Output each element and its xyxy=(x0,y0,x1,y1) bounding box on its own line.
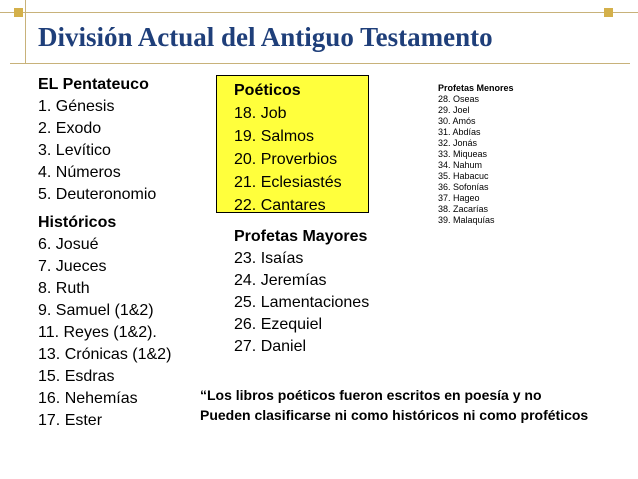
list-item: 19. Salmos xyxy=(234,128,315,145)
quote-block xyxy=(200,385,638,425)
corner-square-left xyxy=(14,8,23,17)
list-item: 22. Cantares xyxy=(234,197,326,214)
list-item: 4. Números xyxy=(38,164,121,181)
list-item: 6. Josué xyxy=(38,236,99,253)
quote-line-1: “Los libros poéticos fueron escritos en poesía y no xyxy=(200,387,542,403)
list-item: 8. Ruth xyxy=(38,280,90,297)
poeticos-heading: Poéticos xyxy=(234,82,301,99)
list-item: 13. Crónicas (1&2) xyxy=(38,346,172,363)
historicos-heading: Históricos xyxy=(38,214,117,231)
list-item: 23. Isaías xyxy=(234,250,304,267)
list-item: 36. Sofonías xyxy=(438,182,489,192)
list-item: 29. Joel xyxy=(438,105,470,115)
list-item: 1. Génesis xyxy=(38,98,115,115)
historicos-list xyxy=(38,212,171,432)
list-item: 15. Esdras xyxy=(38,368,115,385)
list-item: 39. Malaquías xyxy=(438,215,495,225)
profetas-mayores-heading: Profetas Mayores xyxy=(234,228,368,245)
list-item: 21. Eclesiastés xyxy=(234,174,342,191)
list-item: 3. Levítico xyxy=(38,142,111,159)
list-item: 5. Deuteronomio xyxy=(38,186,157,203)
list-item: 17. Ester xyxy=(38,412,103,429)
list-item: 27. Daniel xyxy=(234,338,307,355)
pentateuco-heading: EL Pentateuco xyxy=(38,76,149,93)
corner-square-right xyxy=(604,8,613,17)
list-item: 34. Nahum xyxy=(438,160,483,170)
list-item: 38. Zacarías xyxy=(438,204,489,214)
frame-top-line xyxy=(0,12,638,13)
list-item: 35. Habacuc xyxy=(438,171,489,181)
list-item: 31. Abdías xyxy=(438,127,481,137)
profetas-menores-heading: Profetas Menores xyxy=(438,83,514,93)
list-item: 11. Reyes (1&2). xyxy=(38,324,157,341)
list-item: 37. Hageo xyxy=(438,193,480,203)
list-item: 28. Oseas xyxy=(438,94,480,104)
list-item: 26. Ezequiel xyxy=(234,316,323,333)
list-item: 24. Jeremías xyxy=(234,272,327,289)
list-item: 7. Jueces xyxy=(38,258,107,275)
list-item: 9. Samuel (1&2) xyxy=(38,302,154,319)
page-title: División Actual del Antiguo Testamento xyxy=(38,22,493,52)
poeticos-list xyxy=(234,79,342,217)
list-item: 30. Amós xyxy=(438,116,476,126)
list-item: 33. Miqueas xyxy=(438,149,488,159)
list-item: 25. Lamentaciones xyxy=(234,294,370,311)
quote-line-2: Pueden clasificarse ni como históricos ni como proféticos xyxy=(200,407,589,423)
frame-under-title-line xyxy=(10,63,630,64)
list-item: 16. Nehemías xyxy=(38,390,138,407)
frame-left-line xyxy=(25,0,26,64)
list-item: 20. Proverbios xyxy=(234,151,338,168)
list-item: 18. Job xyxy=(234,105,287,122)
pentateuco-list xyxy=(38,74,156,206)
list-item: 2. Exodo xyxy=(38,120,102,137)
profetas-mayores-list xyxy=(234,226,369,358)
profetas-menores-list xyxy=(438,83,514,226)
list-item: 32. Jonás xyxy=(438,138,478,148)
